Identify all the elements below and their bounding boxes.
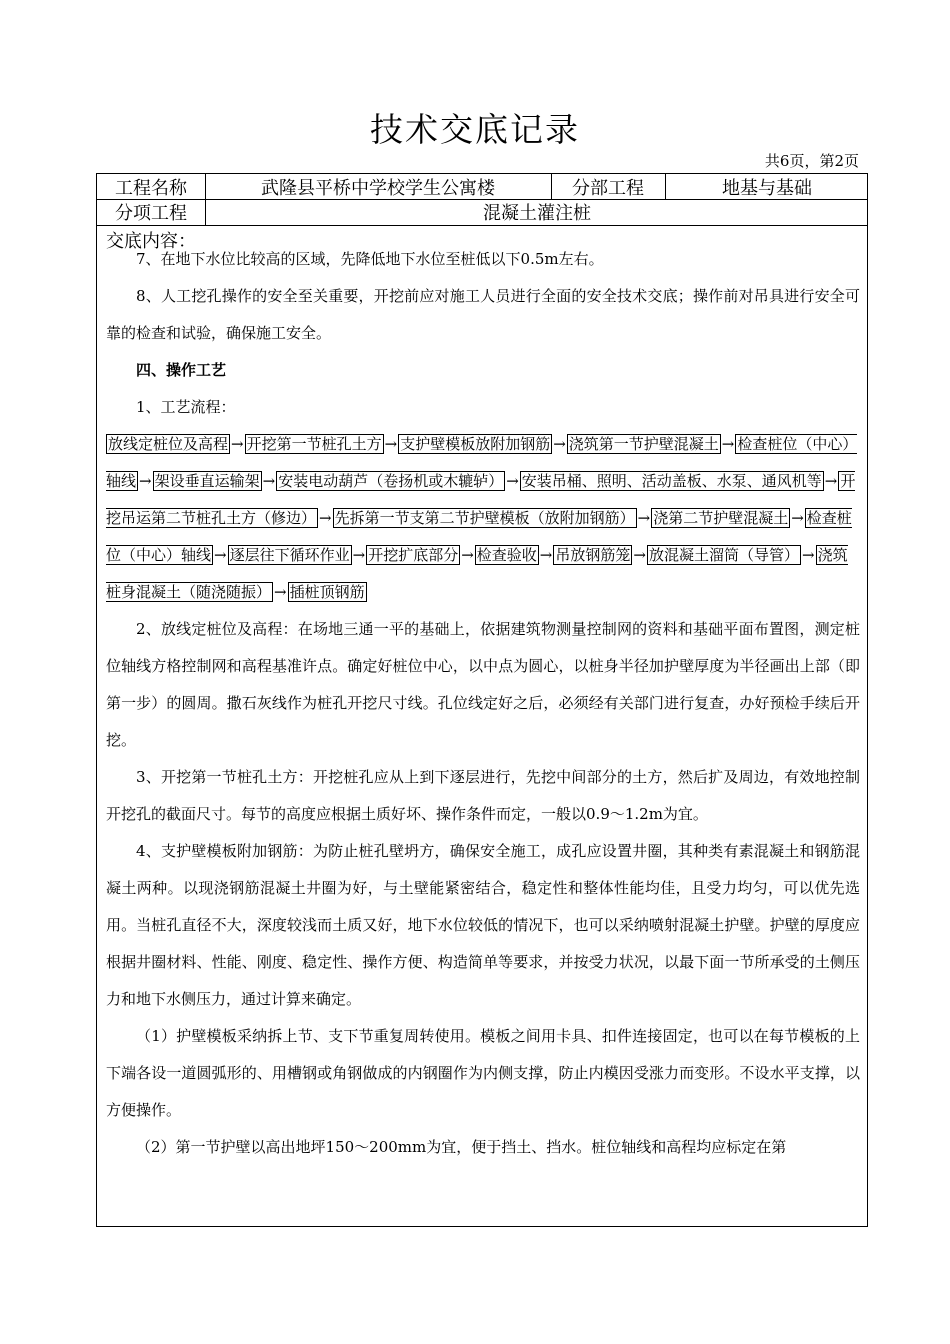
flow-arrow-icon: → bbox=[461, 546, 474, 564]
flow-step: 支护壁模板放附加钢筋 bbox=[400, 435, 551, 453]
paragraph-7: 7、在地下水位比较高的区域，先降低地下水位至桩低以下0.5m左右。 bbox=[136, 250, 604, 268]
subitem-value: 混凝土灌注桩 bbox=[483, 203, 591, 224]
subsection-heading: 1、工艺流程： bbox=[136, 398, 236, 416]
flow-step: 吊放钢筋笼 bbox=[555, 546, 631, 564]
flow-arrow-icon: → bbox=[637, 509, 651, 527]
paragraph-4-1: （1）护壁模板采纳拆上节、支下节重复周转使用。模板之间用卡具、扣件连接固定，也可以在每节模板的上下端各设一道圆弧形的、用槽钢或角钢做成的内钢圈作为内侧支撑，防止内模因受涨力而变形。不设水平支撑，以方便操作。 bbox=[106, 1027, 860, 1119]
flow-arrow-icon: → bbox=[801, 546, 815, 564]
flow-step: 安装电动葫芦（卷扬机或木辘轳） bbox=[278, 472, 504, 490]
flow-step: 安装吊桶、照明、活动盖板、水泵、通风机等 bbox=[521, 472, 822, 490]
content-body bbox=[106, 231, 860, 1166]
flow-step: 开挖第一节桩孔土方 bbox=[246, 435, 382, 453]
paragraph-2: 2、放线定桩位及高程：在场地三通一平的基础上，依据建筑物测量控制网的资料和基础平面布置图，测定桩位轴线方格控制网和高程基准许点。确定好桩位中心，以中点为圆心，以桩身半径加护壁厚度为半径画出上部（即第一步）的圆周。撒石灰线作为桩孔开挖尺寸线。孔位线定好之后，必须经有关部门进行复查，办好预检手续后开挖。 bbox=[106, 620, 860, 749]
page-info: 共6页，第2页 bbox=[764, 152, 859, 170]
flow-arrow-icon: → bbox=[539, 546, 553, 564]
flow-step: 逐层往下循环作业 bbox=[229, 546, 350, 564]
flow-step: 放混凝土溜筒（导管） bbox=[648, 546, 799, 564]
content-label: 交底内容： bbox=[106, 231, 196, 252]
flow-step: 放线定桩位及高程 bbox=[108, 435, 229, 453]
flow-step: 浇筑桩身混凝土（随浇随振） bbox=[106, 546, 848, 601]
flow-arrow-icon: → bbox=[791, 509, 804, 527]
flow-arrow-icon: → bbox=[274, 583, 287, 601]
flow-arrow-icon: → bbox=[506, 472, 519, 490]
paragraph-3: 3、开挖第一节桩孔土方：开挖桩孔应从上到下逐层进行，先挖中间部分的土方，然后扩及周边，有效地控制开挖孔的截面尺寸。每节的高度应根据土质好坏、操作条件而定，一般以0.9～1.2m为宜。 bbox=[106, 768, 860, 823]
flow-arrow-icon: → bbox=[721, 435, 735, 453]
division-value: 地基与基础 bbox=[722, 177, 812, 199]
record-table bbox=[96, 173, 868, 1227]
paragraph-4-2: （2）第一节护壁以高出地坪150～200mm为宜，便于挡土、挡水。桩位轴线和高程均应标定在第 bbox=[136, 1138, 787, 1156]
division-label: 分部工程 bbox=[572, 177, 644, 199]
flow-arrow-icon: → bbox=[139, 472, 152, 490]
flow-step: 架设垂直运输架 bbox=[154, 472, 260, 490]
flow-step: 浇第二节护壁混凝土 bbox=[653, 509, 789, 527]
flow-arrow-icon: → bbox=[262, 472, 276, 490]
paragraph-8: 8、人工挖孔操作的安全至关重要，开挖前应对施工人员进行全面的安全技术交底；操作前对吊具进行安全可靠的检查和试验，确保施工安全。 bbox=[106, 287, 860, 342]
flow-arrow-icon: → bbox=[384, 435, 398, 453]
project-name-label: 工程名称 bbox=[115, 177, 187, 199]
flow-step: 开挖吊运第二节桩孔土方（修边） bbox=[106, 472, 856, 527]
project-name-value: 武隆县平桥中学校学生公寓楼 bbox=[261, 177, 495, 199]
flow-step: 插桩顶钢筋 bbox=[289, 583, 365, 601]
flow-step: 浇筑第一节护壁混凝土 bbox=[568, 435, 719, 453]
flow-arrow-icon: → bbox=[231, 435, 244, 453]
section-heading: 四、操作工艺 bbox=[136, 361, 227, 379]
flow-arrow-icon: → bbox=[633, 546, 646, 564]
flow-step: 开挖扩底部分 bbox=[368, 546, 459, 564]
flow-arrow-icon: → bbox=[824, 472, 838, 490]
flow-step: 检查桩位（中心）轴线 bbox=[106, 509, 852, 564]
flow-step: 先拆第一节支第二节护壁模板（放附加钢筋） bbox=[334, 509, 635, 527]
flow-step: 检查验收 bbox=[476, 546, 537, 564]
process-flow bbox=[106, 426, 860, 611]
document-title: 技术交底记录 bbox=[370, 110, 580, 149]
flow-arrow-icon: → bbox=[352, 546, 366, 564]
flow-arrow-icon: → bbox=[553, 435, 566, 453]
flow-arrow-icon: → bbox=[319, 509, 332, 527]
flow-arrow-icon: → bbox=[214, 546, 227, 564]
subitem-label: 分项工程 bbox=[115, 203, 187, 224]
paragraph-4: 4、支护壁模板附加钢筋：为防止桩孔壁坍方，确保安全施工，成孔应设置井圈，其种类有素混凝土和钢筋混凝土两种。以现浇钢筋混凝土井圈为好，与土壁能紧密结合，稳定性和整体性能均佳，且受力均匀，可以优先选用。当桩孔直径不大，深度较浅而土质又好，地下水位较低的情况下，也可以采纳喷射混凝土护壁。护壁的厚度应根据井圈材料、性能、刚度、稳定性、操作方便、构造简单等要求，并按受力状况，以最下面一节所承受的土侧压力和地下水侧压力，通过计算来确定。 bbox=[106, 842, 860, 1008]
flow-step: 检查桩位（中心）轴线 bbox=[106, 435, 858, 490]
row-divider bbox=[97, 225, 867, 226]
